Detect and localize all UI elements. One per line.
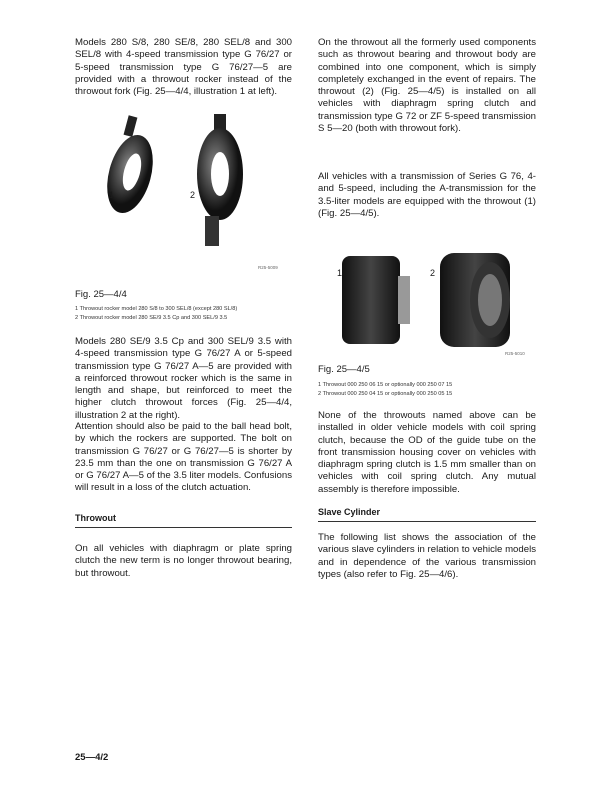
figure-callout-2: 2 (190, 190, 196, 200)
heading-divider (75, 527, 292, 528)
figure-callout-1: 1 (109, 190, 115, 200)
page-number: 25—4/2 (75, 752, 109, 763)
figure-callout-1: 1 (337, 268, 343, 278)
figure-caption-title: Fig. 25—4/4 (75, 289, 127, 300)
legend-item: 2 Throwout 000 250 04 15 or optionally 000 250 05 15 (318, 391, 453, 397)
figure-legend (318, 381, 452, 399)
figure-callout-2: 2 (430, 268, 436, 278)
figure-caption-title: Fig. 25—4/5 (318, 364, 370, 375)
throwout-components-paragraph: On the throwout all the formerly used components such as throwout bearing and throwout body are combined into one component, which is simply completely exchanged in the event of repairs. The throwout (2) (Fig. 25—4/5) is installed on all vehicles with diaphragm spring clutch and transmission type G 72 or ZF 5-speed transmission S 5—20 (both with throwout fork). (318, 37, 536, 135)
reinforced-rocker-paragraph: Models 280 SE/9 3.5 Cp and 300 SEL/9 3.5 with 4-speed transmission type G 76/27 A or 5-speed transmission type G 76/27 A—5 are provided with a reinforced throwout rocker which is the same in length and shape, but reinforced to meet the higher clutch throwout forces (Fig. 25—4/4, illustration 2 at the right). (75, 336, 292, 421)
legend-item: 2 Throwout rocker model 280 SE/9 3.5 Cp and 300 SEL/9 3.5 (75, 315, 228, 321)
series-g76-paragraph: All vehicles with a transmission of Series G 76, 4- and 5-speed, including the A-transmission for the 3.5-liter models are equipped with the throwout (1) (Fig. 25—4/5). (318, 171, 536, 219)
ball-head-bolt-paragraph: Attention should also be paid to the ball head bolt, by which the rockers are supported. The bolt on transmission G 76/27 or G 76/27—5 is shorter by 23.5 mm than the one on transmission G 76/27 A or G 76/27 A—5 of the 3.5 liter models. Confusions will result in a loss of the clutch actuation. (75, 421, 292, 494)
figure-code: R25-5010 (505, 351, 525, 356)
section-heading-slave-cylinder: Slave Cylinder (318, 507, 381, 517)
section-heading-throwout: Throwout (75, 513, 116, 523)
compatibility-paragraph: None of the throwouts named above can be installed in older vehicle models with coil spring clutch, because the OD of the guide tube on the front transmission housing cover on vehicles with diaphragm spring clutch is 1.5 mm smaller than on vehicles with coil spring clutch. Any mutual assembly is therefore impossible. (318, 410, 536, 495)
figure-code: R25-5009 (258, 265, 278, 270)
intro-paragraph: Models 280 S/8, 280 SE/8, 280 SEL/8 and 300 SEL/8 with 4-speed transmission type G 76/27 or 5-speed transmission type G 76/27—5 are provided with a throwout rocker instead of the throwout fork (Fig. 25—4/4, illustration 1 at left). (75, 37, 292, 98)
legend-item: 1 Throwout rocker model 280 S/8 to 300 SEL/8 (except 280 SL/8) (75, 306, 238, 312)
throwout-bearing-photo (330, 250, 530, 350)
heading-divider (318, 521, 536, 522)
legend-item: 1 Throwout 000 250 06 15 or optionally 000 250 07 15 (318, 382, 453, 388)
figure-legend (75, 305, 237, 323)
throwout-rocker-photo (95, 112, 275, 252)
slave-cylinder-paragraph: The following list shows the association of the various slave cylinders in relation to vehicle models and in dependence of the various transmission types (also refer to Fig. 25—4/6). (318, 532, 536, 580)
throwout-paragraph: On all vehicles with diaphragm or plate spring clutch the new term is no longer throwout bearing, but throwout. (75, 543, 292, 579)
